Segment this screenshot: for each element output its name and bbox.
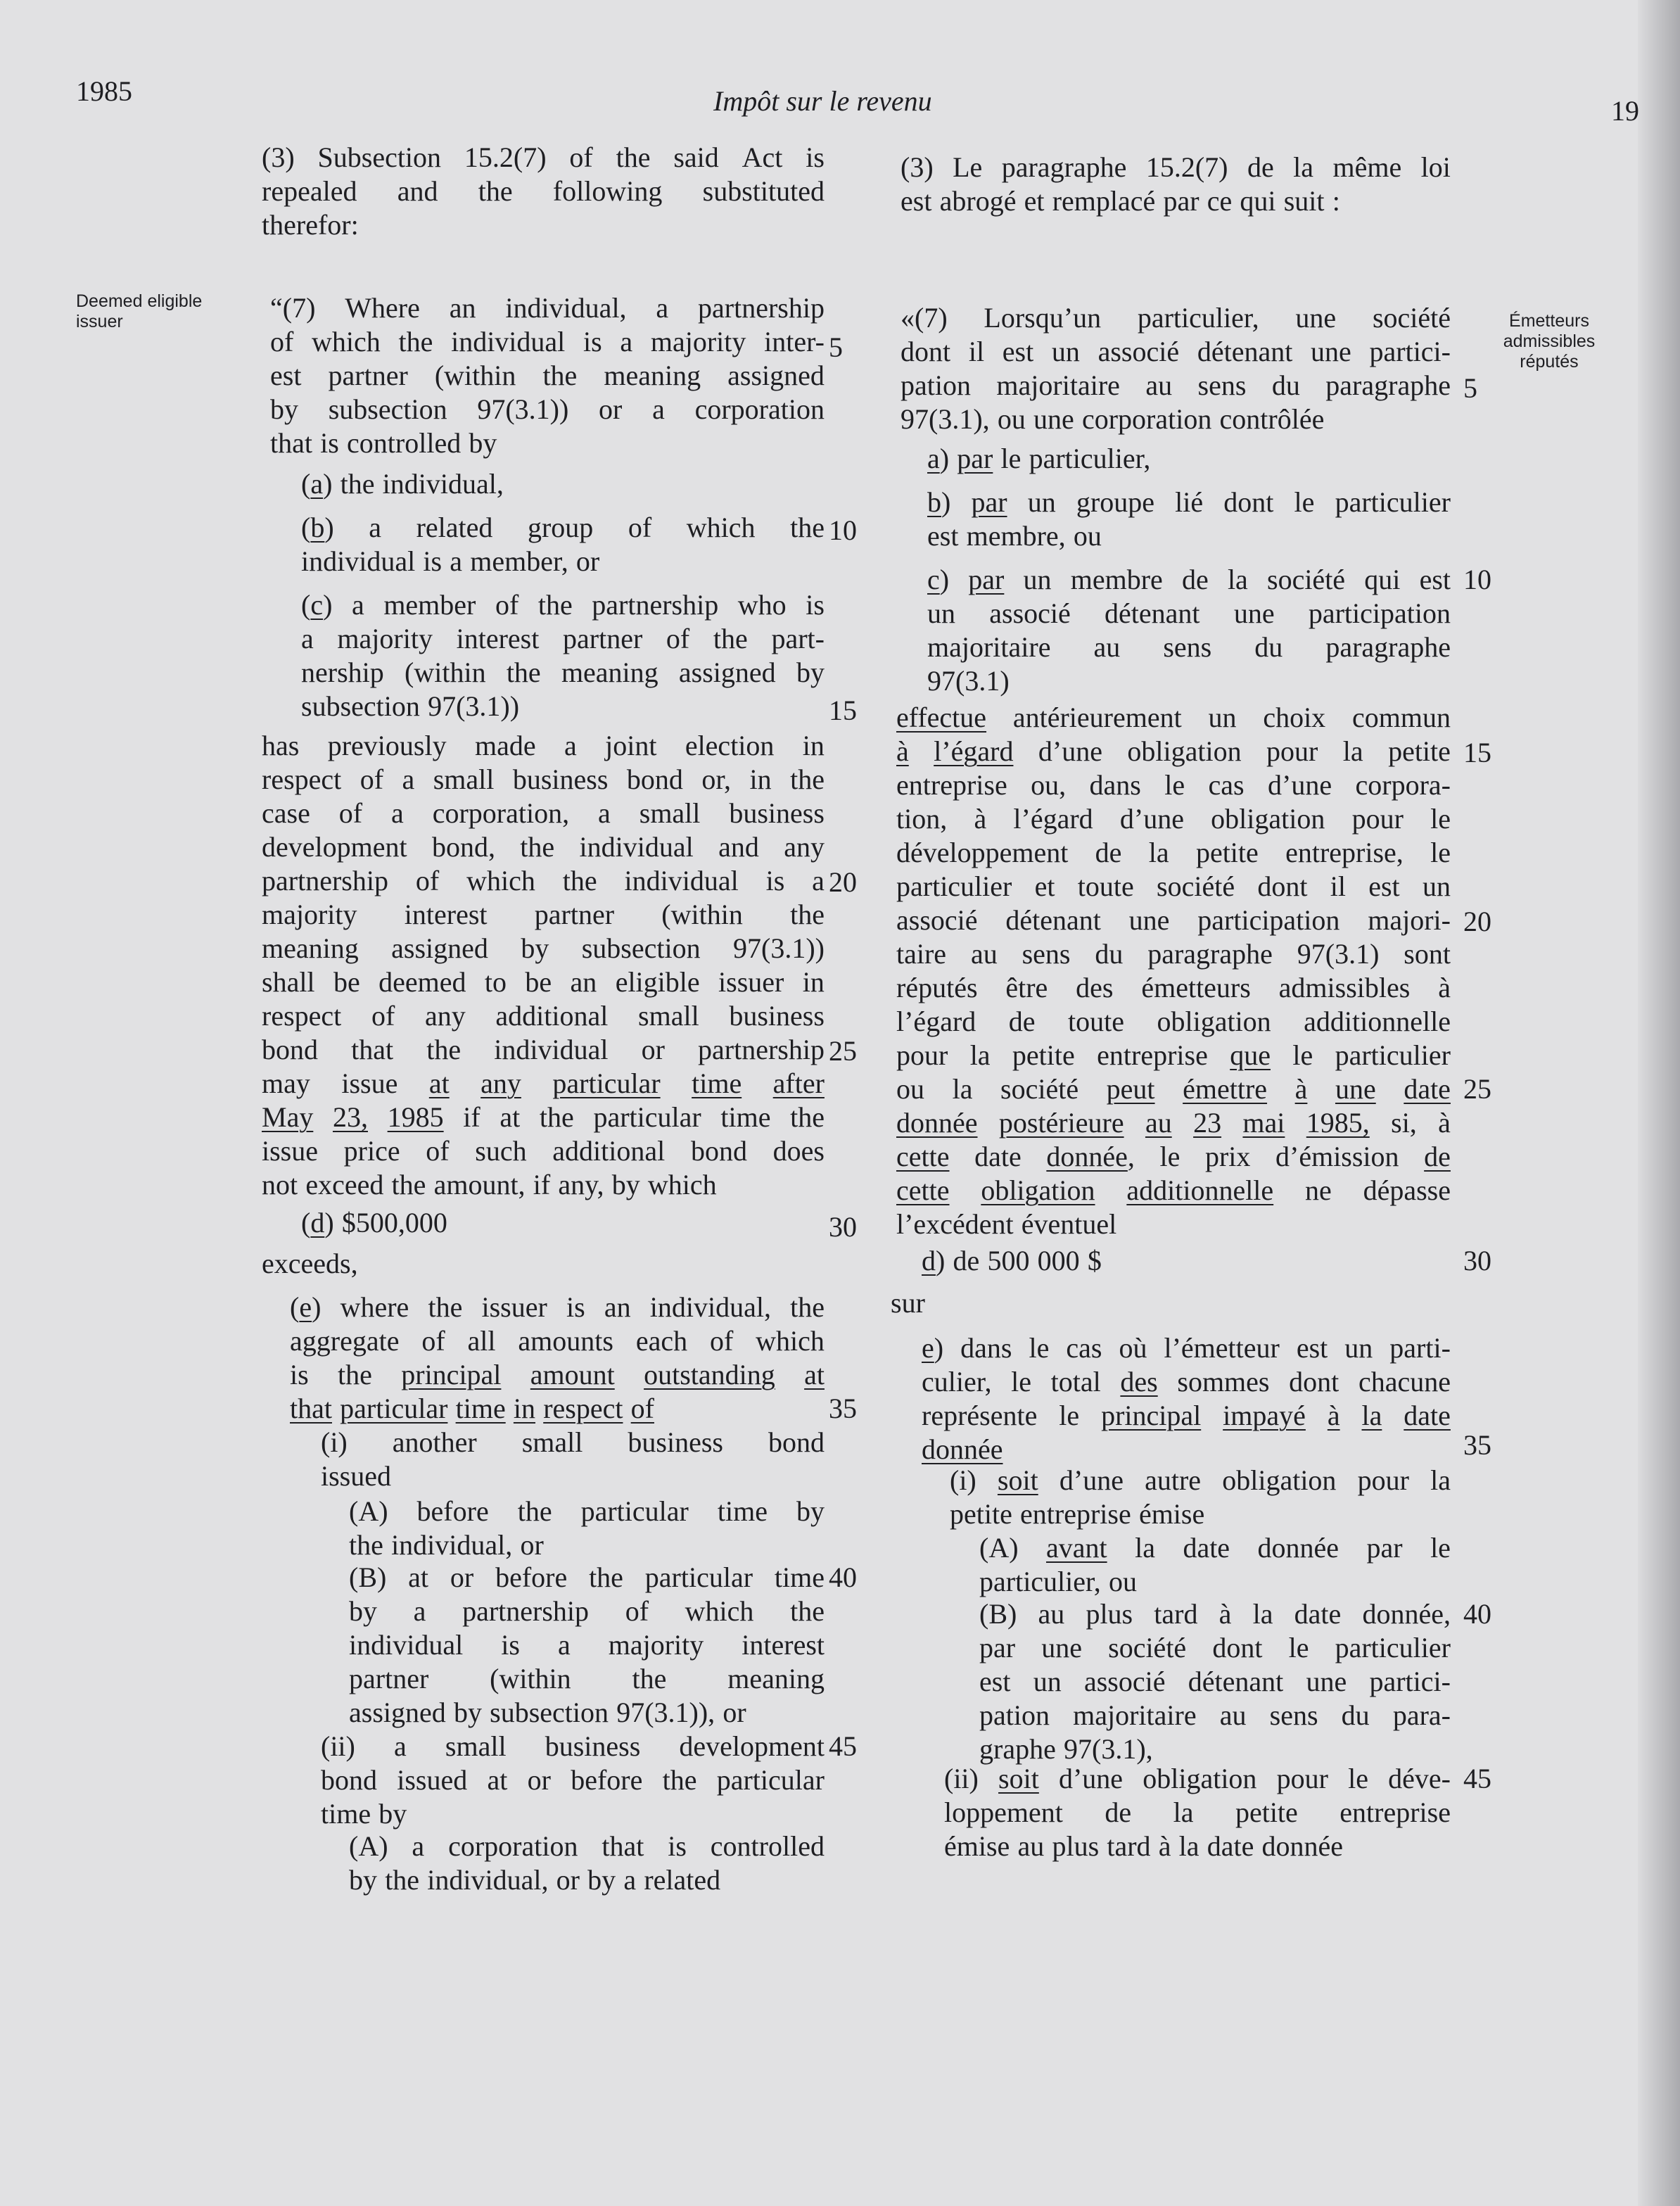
line-number: 45 xyxy=(829,1730,857,1762)
text-line: taire au sens du paragraphe 97(3.1) sont xyxy=(896,938,1451,970)
paragraph xyxy=(301,511,825,578)
line-number: 40 xyxy=(829,1561,857,1593)
text-line: 97(3.1) xyxy=(927,665,1010,697)
text-line: (c) a member of the partnership who is xyxy=(301,589,825,621)
text-line: assigned by subsection 97(3.1)), or xyxy=(349,1697,746,1728)
text-line: réputés être des émetteurs admissibles à xyxy=(896,972,1451,1003)
text-line: may issue at any particular time after xyxy=(262,1067,825,1099)
line-number: 15 xyxy=(829,695,857,726)
text-line: by subsection 97(3.1)) or a corporation xyxy=(270,393,825,425)
text-line: (A) before the particular time by xyxy=(349,1495,825,1527)
paragraph xyxy=(301,588,825,723)
paragraph xyxy=(301,467,825,501)
text-line: (B) at or before the particular time xyxy=(349,1561,825,1593)
text-line: (e) where the issuer is an individual, the xyxy=(290,1291,825,1323)
text-line: ou la société peut émettre à une date xyxy=(896,1073,1451,1105)
paragraph xyxy=(349,1830,825,1897)
text-line: “(7) Where an individual, a partnership xyxy=(270,292,825,324)
text-line: (ii) soit d’une obligation pour le déve- xyxy=(944,1763,1451,1794)
text-line: that particular time in respect of xyxy=(290,1393,654,1424)
paragraph xyxy=(922,1244,1451,1278)
text-line: (ii) a small business development xyxy=(321,1730,825,1762)
page-edge-shadow xyxy=(1638,0,1680,2206)
paragraph xyxy=(979,1597,1451,1766)
text-line: a) par le particulier, xyxy=(927,443,1151,474)
text-line: graphe 97(3.1), xyxy=(979,1733,1153,1765)
line-number: 20 xyxy=(1463,906,1491,937)
text-line: (i) soit d’une autre obligation pour la xyxy=(950,1464,1451,1496)
text-line: (3) Le paragraphe 15.2(7) de la même loi xyxy=(901,151,1451,183)
text-line: par une société dont le particulier xyxy=(979,1632,1451,1663)
text-line: a majority interest partner of the part- xyxy=(301,623,825,654)
text-line: représente le principal impayé à la date xyxy=(922,1400,1451,1431)
paragraph xyxy=(262,1247,825,1281)
text-line: particulier, ou xyxy=(979,1566,1137,1597)
text-line: issue price of such additional bond does xyxy=(262,1135,825,1167)
paragraph xyxy=(301,1206,825,1240)
paragraph xyxy=(901,151,1451,218)
line-number: 35 xyxy=(829,1393,857,1424)
text-line: culier, le total des sommes dont chacune xyxy=(922,1366,1451,1397)
paragraph xyxy=(262,141,825,242)
text-line: «(7) Lorsqu’un particulier, une société xyxy=(901,302,1451,334)
text-line: subsection 97(3.1)) xyxy=(301,690,520,722)
text-line: (i) another small business bond xyxy=(321,1426,825,1458)
line-number: 5 xyxy=(1463,372,1477,404)
text-line: loppement de la petite entreprise xyxy=(944,1796,1451,1828)
paragraph xyxy=(927,563,1451,698)
text-line: b) par un groupe lié dont le particulier xyxy=(927,486,1451,518)
text-line: by a partnership of which the xyxy=(349,1595,825,1627)
line-number: 45 xyxy=(1463,1763,1491,1794)
paragraph xyxy=(979,1531,1451,1599)
line-number: 40 xyxy=(1463,1598,1491,1630)
text-line: à l’égard d’une obligation pour la petite xyxy=(896,735,1451,767)
text-line: dont il est un associé détenant une partici- xyxy=(901,336,1451,367)
text-line: cette obligation additionnelle ne dépasse xyxy=(896,1174,1451,1206)
text-line: case of a corporation, a small business xyxy=(262,797,825,829)
text-line: l’égard de toute obligation additionnelle xyxy=(896,1006,1451,1037)
text-line: exceeds, xyxy=(262,1248,358,1279)
text-line: tion, à l’égard d’une obligation pour le xyxy=(896,803,1451,835)
text-line: has previously made a joint election in xyxy=(262,730,825,761)
paragraph xyxy=(349,1561,825,1730)
text-line: issued xyxy=(321,1460,391,1492)
text-line: time by xyxy=(321,1798,407,1830)
text-line: 97(3.1), ou une corporation contrôlée xyxy=(901,403,1325,435)
text-line: partner (within the meaning xyxy=(349,1663,825,1694)
text-line: partnership of which the individual is a xyxy=(262,865,825,896)
paragraph xyxy=(927,442,1451,476)
text-line: effectue antérieurement un choix commun xyxy=(896,702,1451,733)
text-line: May 23, 1985 if at the particular time the xyxy=(262,1101,825,1133)
paragraph xyxy=(901,301,1451,436)
text-line: respect of a small business bond or, in the xyxy=(262,763,825,795)
paragraph xyxy=(270,291,825,460)
header-title: Impôt sur le revenu xyxy=(713,85,932,117)
text-line: sur xyxy=(891,1287,925,1319)
text-line: un associé détenant une participation xyxy=(927,597,1451,629)
text-line: majoritaire au sens du paragraphe xyxy=(927,631,1451,663)
text-line: by the individual, or by a related xyxy=(349,1864,721,1896)
text-line: développement de la petite entreprise, le xyxy=(896,837,1451,868)
paragraph xyxy=(891,1286,1451,1320)
text-line: the individual, or xyxy=(349,1529,544,1561)
text-line: respect of any additional small business xyxy=(262,1000,825,1032)
text-line: meaning assigned by subsection 97(3.1)) xyxy=(262,932,825,964)
paragraph xyxy=(290,1291,825,1426)
line-number: 10 xyxy=(1463,564,1491,595)
text-line: (A) a corporation that is controlled xyxy=(349,1830,825,1862)
line-number: 30 xyxy=(829,1211,857,1243)
text-line: therefor: xyxy=(262,209,359,241)
text-line: majority interest partner (within the xyxy=(262,899,825,930)
text-line: of which the individual is a majority inter- xyxy=(270,326,825,357)
text-line: bond that the individual or partnership xyxy=(262,1034,825,1065)
paragraph xyxy=(321,1730,825,1831)
text-line: d) de 500 000 $ xyxy=(922,1245,1102,1276)
text-line: pation majoritaire au sens du paragraphe xyxy=(901,369,1451,401)
paragraph xyxy=(927,486,1451,553)
text-line: donnée postérieure au 23 mai 1985, si, à xyxy=(896,1107,1451,1139)
text-line: (A) avant la date donnée par le xyxy=(979,1532,1451,1564)
line-number: 35 xyxy=(1463,1429,1491,1461)
line-number: 5 xyxy=(829,331,843,363)
text-line: émise au plus tard à la date donnée xyxy=(944,1830,1344,1862)
text-line: est abrogé et remplacé par ce qui suit : xyxy=(901,185,1340,217)
text-line: petite entreprise émise xyxy=(950,1498,1205,1530)
text-line: repealed and the following substituted xyxy=(262,175,825,207)
text-line: (d) $500,000 xyxy=(301,1207,447,1238)
text-line: est membre, ou xyxy=(927,520,1102,552)
paragraph xyxy=(944,1762,1451,1863)
paragraph xyxy=(950,1464,1451,1531)
text-line: (B) au plus tard à la date donnée, xyxy=(979,1598,1451,1630)
text-line: nership (within the meaning assigned by xyxy=(301,657,825,688)
text-line: donnée xyxy=(922,1433,1003,1465)
text-line: development bond, the individual and any xyxy=(262,831,825,863)
text-line: is the principal amount outstanding at xyxy=(290,1359,825,1390)
paragraph xyxy=(922,1331,1451,1466)
paragraph xyxy=(349,1495,825,1562)
text-line: e) dans le cas où l’émetteur est un parti- xyxy=(922,1332,1451,1364)
header-year: 1985 xyxy=(76,75,132,107)
line-number: 25 xyxy=(829,1035,857,1067)
line-number: 25 xyxy=(1463,1073,1491,1105)
text-line: (3) Subsection 15.2(7) of the said Act is xyxy=(262,141,825,173)
text-line: cette date donnée, le prix d’émission de xyxy=(896,1141,1451,1172)
paragraph xyxy=(262,729,825,1202)
line-number: 15 xyxy=(1463,737,1491,768)
text-line: associé détenant une participation majori- xyxy=(896,904,1451,936)
text-line: c) par un membre de la société qui est xyxy=(927,564,1451,595)
line-number: 10 xyxy=(829,514,857,546)
page-number: 19 xyxy=(1611,95,1639,127)
text-line: est partner (within the meaning assigned xyxy=(270,360,825,391)
text-line: l’excédent éventuel xyxy=(896,1208,1117,1240)
text-line: pation majoritaire au sens du para- xyxy=(979,1699,1451,1731)
text-line: individual is a majority interest xyxy=(349,1629,825,1661)
text-line: entreprise ou, dans le cas d’une corpora- xyxy=(896,769,1451,801)
text-line: (a) the individual, xyxy=(301,468,504,500)
margin-note-french: Émetteurs admissibles réputés xyxy=(1503,311,1596,372)
paragraph xyxy=(896,701,1451,1241)
text-line: aggregate of all amounts each of which xyxy=(290,1325,825,1357)
margin-note-english: Deemed eligible issuer xyxy=(76,291,203,331)
text-line: particulier et toute société dont il est un xyxy=(896,870,1451,902)
line-number: 20 xyxy=(829,866,857,898)
text-line: est un associé détenant une partici- xyxy=(979,1666,1451,1697)
line-number: 30 xyxy=(1463,1245,1491,1276)
text-line: that is controlled by xyxy=(270,427,497,459)
paragraph xyxy=(321,1426,825,1493)
text-line: shall be deemed to be an eligible issuer in xyxy=(262,966,825,998)
text-line: bond issued at or before the particular xyxy=(321,1764,825,1796)
text-line: individual is a member, or xyxy=(301,545,600,577)
text-line: not exceed the amount, if any, by which xyxy=(262,1169,717,1200)
text-line: (b) a related group of which the xyxy=(301,512,825,543)
text-line: pour la petite entreprise que le particulier xyxy=(896,1039,1451,1071)
